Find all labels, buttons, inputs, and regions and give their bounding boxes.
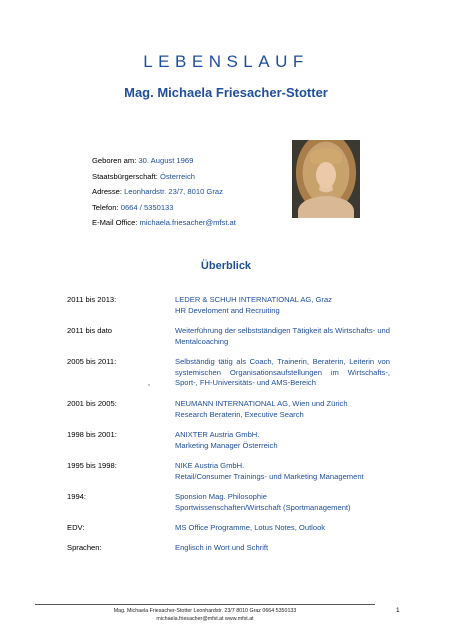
entry-description: Weiterführung der selbstständigen Tätigkeit als Wirtschafts- und Mentalcoaching: [175, 326, 390, 346]
footer-web-line: michaela.friesacher@mfst.at www.mfst.at: [156, 616, 254, 622]
entry-date: 1998 bis 2001:: [67, 430, 117, 439]
entry-date: 2011 bis 2013:: [67, 295, 117, 304]
entry-description: ANIXTER Austria GmbH. Marketing Manager Österreich: [175, 430, 278, 450]
page-footer: [35, 607, 375, 623]
email-row: E-Mail Office: michaela.friesacher@mfst.at: [92, 218, 236, 227]
birth-date-value: 30. August 1969: [138, 156, 194, 165]
entry-description: NIKE Austria GmbH. Retail/Consumer Trainings- und Marketing Management: [175, 461, 364, 481]
entry-date: Sprachen:: [67, 543, 102, 552]
entry-date: 1995 bis 1998:: [67, 461, 117, 470]
entry-date: 1994:: [67, 492, 87, 501]
footer-contact-line: Mag. Michaela Friesacher-Stotter Leonhardstr. 23/7 8010 Graz 0664 5350133: [113, 608, 297, 614]
email-value: michaela.friesacher@mfst.at: [139, 218, 236, 227]
entry-description: MS Office Programme, Lotus Notes, Outlook: [175, 523, 326, 532]
entry-description: Englisch in Wort und Schrift: [175, 543, 269, 552]
phone-row: Telefon: 0664 / 5350133: [92, 202, 174, 212]
page-number: 1: [396, 607, 400, 614]
entry-date: 2001 bis 2005:: [67, 399, 117, 408]
entry-date: 2005 bis 2011:: [67, 357, 117, 366]
entry-description: NEUMANN INTERNATIONAL AG, Wien und Zürich Research Beraterin, Executive Search: [175, 399, 348, 419]
citizenship-value: Österreich: [159, 171, 195, 181]
person-name: Mag. Michaela Friesacher-Stotter: [124, 85, 328, 100]
address-value: Leonhardstr. 23/7, 8010 Graz: [124, 187, 223, 196]
page-title: LEBENSLAUF: [143, 52, 309, 71]
entry-description: Sponsion Mag. Philosophie Sportwissenschaften/Wirtschaft (Sportmanagement): [175, 492, 351, 512]
birth-date-row: Geboren am: 30. August 1969: [92, 156, 194, 165]
phone-value: 0664 / 5350133: [120, 202, 174, 212]
citizenship-row: Staatsbürgerschaft: Österreich: [92, 171, 195, 181]
portrait-photo: [292, 140, 360, 218]
stray-comma: ,: [148, 380, 150, 387]
entry-description: Selbständig tätig als Coach, Trainerin, Beraterin, Leiterin von systemischen Organisationsaufstellungen im Wirtschafts-, Sport-, FH-Universitäts- und AMS-Bereich: [175, 357, 390, 387]
entry-date: 2011 bis dato: [67, 326, 113, 335]
entry-date: EDV:: [67, 523, 85, 532]
overview-heading: Überblick: [200, 260, 252, 272]
personal-details: [92, 153, 236, 231]
entry-description: LEDER & SCHUH INTERNATIONAL AG, Graz HR Develoment and Recruiting: [175, 295, 332, 315]
address-row: Adresse: Leonhardstr. 23/7, 8010 Graz: [92, 187, 223, 196]
footer-divider: [35, 604, 375, 605]
